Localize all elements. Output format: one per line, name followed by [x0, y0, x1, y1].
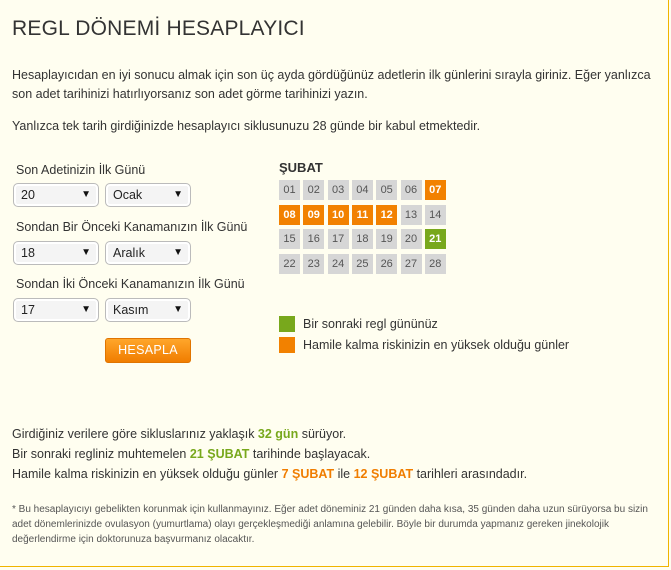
calculate-button[interactable]: HESAPLA — [105, 338, 191, 363]
calendar-day-06: 06 — [401, 180, 422, 200]
previous-period-day-select[interactable] — [13, 241, 99, 265]
second-previous-period-month-value: Kasım — [113, 303, 149, 317]
last-period-month-value: Ocak — [113, 188, 143, 202]
calendar-day-21: 21 — [425, 229, 446, 249]
previous-period-label: Sondan Bir Önceki Kanamanızın İlk Günü — [16, 220, 248, 234]
next-period-result: Bir sonraki regliniz muhtemelen 21 ŞUBAT tarihinde başlayacak. — [12, 447, 371, 461]
calendar-day-16: 16 — [303, 229, 324, 249]
last-period-day-select[interactable] — [13, 183, 99, 207]
calendar-day-05: 05 — [376, 180, 397, 200]
calendar-day-09: 09 — [303, 205, 324, 225]
fertile-legend-swatch — [279, 337, 295, 353]
calendar-day-11: 11 — [352, 205, 373, 225]
calendar-day-26: 26 — [376, 254, 397, 274]
calendar-month-title: ŞUBAT — [279, 160, 323, 175]
last-period-day-value: 20 — [21, 188, 35, 202]
calendar-day-14: 14 — [425, 205, 446, 225]
last-period-month-select[interactable] — [105, 183, 191, 207]
calendar-day-13: 13 — [401, 205, 422, 225]
intro-text: Hesaplayıcıdan en iyi sonucu almak için son üç ayda gördüğünüz adetlerin ilk günlerini sırayla giriniz. Eğer yanlızca son adet tarihinizi hatırlıyorsanız son adet görme tarihinizi yazın. — [12, 68, 651, 101]
chevron-down-icon: ▼ — [173, 247, 183, 258]
calendar-day-04: 04 — [352, 180, 373, 200]
calendar-day-22: 22 — [279, 254, 300, 274]
chevron-down-icon: ▼ — [173, 304, 183, 315]
second-previous-period-day-value: 17 — [21, 303, 35, 317]
previous-period-month-select[interactable] — [105, 241, 191, 265]
next-period-legend-swatch — [279, 316, 295, 332]
second-previous-period-month-select[interactable] — [105, 298, 191, 322]
page-title: REGL DÖNEMİ HESAPLAYICI — [12, 17, 305, 40]
calendar-day-15: 15 — [279, 229, 300, 249]
calendar-grid — [279, 180, 449, 272]
chevron-down-icon: ▼ — [81, 304, 91, 315]
calendar-day-18: 18 — [352, 229, 373, 249]
disclaimer-footnote: * Bu hesaplayıcıyı gebelikten korunmak için kullanmayınız. Eğer adet döneminiz 21 günden daha kısa, 35 günden daha uzun sürüyorsa bu sizin adet dönemlerinizde ovulasyon (yumurtlama) olayı gerçekleşmediği anlamına gelebilir. Böyle bir durumda yapmanız gereken jinekolojik değerlendirme için doktorunuza başvurmanız olacaktır. — [12, 504, 648, 545]
second-previous-period-label: Sondan İki Önceki Kanamanızın İlk Günü — [16, 277, 245, 291]
calendar-day-10: 10 — [328, 205, 349, 225]
calendar-day-23: 23 — [303, 254, 324, 274]
calendar-day-02: 02 — [303, 180, 324, 200]
previous-period-month-value: Aralık — [113, 246, 145, 260]
calendar-day-08: 08 — [279, 205, 300, 225]
calendar-day-17: 17 — [328, 229, 349, 249]
next-period-date: 21 ŞUBAT — [189, 447, 250, 461]
second-previous-period-day-select[interactable] — [13, 298, 99, 322]
cycle-length-result: Girdiğiniz verilere göre sikluslarınız yaklaşık 32 gün sürüyor. — [12, 427, 347, 441]
calendar-day-27: 27 — [401, 254, 422, 274]
fertile-start-date: 7 ŞUBAT — [281, 467, 335, 481]
next-period-legend-label: Bir sonraki regl gününüz — [303, 317, 438, 331]
chevron-down-icon: ▼ — [173, 189, 183, 200]
fertile-end-date: 12 ŞUBAT — [353, 467, 414, 481]
calendar-day-20: 20 — [401, 229, 422, 249]
calendar-day-03: 03 — [328, 180, 349, 200]
calendar-day-25: 25 — [352, 254, 373, 274]
chevron-down-icon: ▼ — [81, 247, 91, 258]
calendar-day-24: 24 — [328, 254, 349, 274]
fertile-legend-label: Hamile kalma riskinizin en yüksek olduğu günler — [303, 338, 570, 352]
cycle-length-value: 32 gün — [257, 427, 299, 441]
calendar-day-07: 07 — [425, 180, 446, 200]
last-period-label: Son Adetinizin İlk Günü — [16, 163, 146, 177]
calendar-day-01: 01 — [279, 180, 300, 200]
calendar-day-12: 12 — [376, 205, 397, 225]
previous-period-day-value: 18 — [21, 246, 35, 260]
calendar-day-28: 28 — [425, 254, 446, 274]
fertile-window-result: Hamile kalma riskinizin en yüksek olduğu günler 7 ŞUBAT ile 12 ŞUBAT tarihleri arasındadır. — [12, 467, 528, 481]
note-text: Yanlızca tek tarih girdiğinizde hesaplayıcı siklusunuzu 28 günde bir kabul etmektedir. — [12, 119, 481, 133]
calendar-day-19: 19 — [376, 229, 397, 249]
chevron-down-icon: ▼ — [81, 189, 91, 200]
